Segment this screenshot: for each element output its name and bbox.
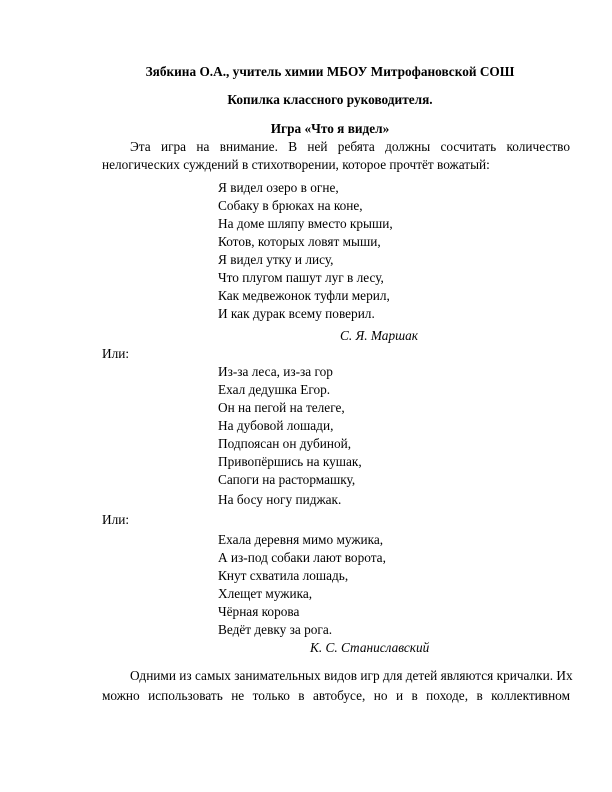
poem1-author: С. Я. Маршак bbox=[340, 328, 418, 343]
poem3-line-1: Ехала деревня мимо мужика, bbox=[218, 532, 384, 547]
poem1-line-7: Как медвежонок туфли мерил, bbox=[218, 288, 390, 303]
poem2-line-7: Сапоги на растормашку, bbox=[218, 472, 356, 487]
poem3-line-5: Чёрная корова bbox=[218, 604, 300, 619]
poem1-line-1: Я видел озеро в огне, bbox=[218, 180, 339, 195]
poem1-line-6: Что плугом пашут луг в лесу, bbox=[218, 270, 384, 285]
poem2-line-6: Привопёршись на кушак, bbox=[218, 454, 362, 469]
poem3-line-3: Кнут схватила лошадь, bbox=[218, 568, 349, 583]
poem3-line-6: Ведёт девку за рога. bbox=[218, 622, 333, 637]
poem1-line-3: На доме шляпу вместо крыши, bbox=[218, 216, 393, 231]
poem2-line-1: Из-за леса, из-за гор bbox=[218, 364, 333, 379]
poem3-line-4: Хлещет мужика, bbox=[218, 586, 313, 601]
separator-or-1: Или: bbox=[102, 346, 130, 361]
outro-line-2: можно использовать не только в автобусе, но и в походе, в коллективном bbox=[102, 688, 570, 703]
poem3-line-2: А из-под собаки лают ворота, bbox=[218, 550, 386, 565]
poem1-line-8: И как дурак всему поверил. bbox=[218, 306, 375, 321]
intro-line-2: нелогических суждений в стихотворении, которое прочтёт вожатый: bbox=[102, 157, 490, 172]
poem1-line-2: Собаку в брюках на коне, bbox=[218, 198, 363, 213]
outro-line-1: Одними из самых занимательных видов игр для детей являются кричалки. Их bbox=[130, 668, 573, 683]
poem3-author: К. С. Станиславский bbox=[310, 640, 430, 655]
poem1-line-5: Я видел утку и лису, bbox=[218, 252, 334, 267]
game-title: Игра «Что я видел» bbox=[270, 121, 390, 136]
poem2-line-2: Ехал дедушка Егор. bbox=[218, 382, 331, 397]
separator-or-2: Или: bbox=[102, 512, 130, 527]
collection-title: Копилка классного руководителя. bbox=[227, 92, 433, 107]
author-line: Зябкина О.А., учитель химии МБОУ Митрофановской СОШ bbox=[145, 64, 515, 79]
poem2-line-3: Он на пегой на телеге, bbox=[218, 400, 345, 415]
poem2-line-5: Подпоясан он дубиной, bbox=[218, 436, 352, 451]
intro-line-1: Эта игра на внимание. В ней ребята должны сосчитать количество bbox=[130, 139, 570, 154]
poem2-line-4: На дубовой лошади, bbox=[218, 418, 334, 433]
poem2-line-8: На босу ногу пиджак. bbox=[218, 492, 342, 507]
poem1-line-4: Котов, которых ловят мыши, bbox=[218, 234, 381, 249]
